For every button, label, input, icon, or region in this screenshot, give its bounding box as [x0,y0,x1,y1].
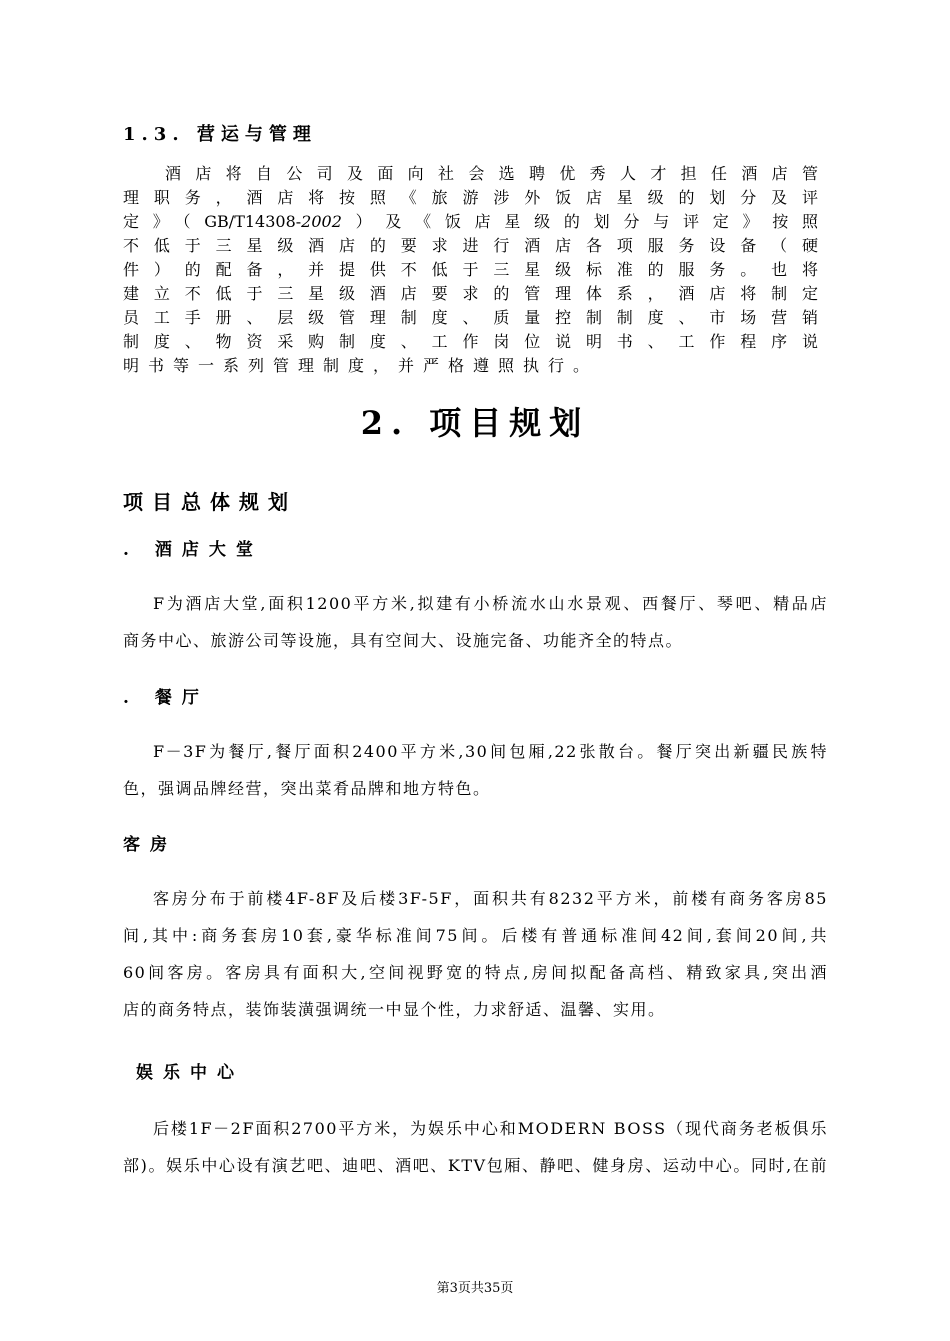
paragraph-line: 理职务，酒店将按照《旅游涉外饭店星级的划分及评 [123,188,818,207]
standard-year: 2002 [301,212,342,231]
paragraph-line: 间,其中:商务套房10套,豪华标准间75间。后楼有普通标准间42间,套间20间,共 [123,926,828,945]
paragraph-line: F为酒店大堂,面积1200平方米,拟建有小桥流水山水景观、西餐厅、琴吧、精品店 [153,594,828,613]
paragraph-line: 酒店将自公司及面向社会选聘优秀人才担任酒店管 [165,164,818,183]
chapter-heading: 2. 项目规划 [360,404,590,442]
entertainment-heading: 娱乐中心 [136,1063,244,1083]
paragraph-line: F－3F为餐厅,餐厅面积2400平方米,30间包厢,22张散台。餐厅突出新疆民族特 [153,742,828,761]
paragraph-line: 后楼1F－2F面积2700平方米，为娱乐中心和MODERN BOSS（现代商务老板俱乐 [153,1119,828,1138]
paragraph-line: 60间客房。客房具有面积大,空间视野宽的特点,房间拟配备高档、精致家具,突出酒 [123,963,828,982]
paragraph-line: 店的商务特点，装饰装潢强调统一中显个性，力求舒适、温馨、实用。 [123,1000,666,1019]
paragraph-line: 建立不低于三星级酒店要求的管理体系，酒店将制定 [123,284,818,303]
paragraph-line: 制度、物资采购制度、工作岗位说明书、工作程序说 [123,332,818,351]
restaurant-heading: . 餐厅 [123,688,209,708]
paragraph-line: 部)。娱乐中心设有演艺吧、迪吧、酒吧、KTV包厢、静吧、健身房、运动中心。同时,在前 [123,1156,828,1175]
paragraph-line-part: ）及《饭店星级的划分与评定》按照 [341,212,818,231]
entertainment-paragraph [123,1110,828,1184]
rooms-heading: 客房 [123,835,177,855]
paragraph-line-part: 定》（GB/T14308- [123,212,302,231]
paragraph-line [123,210,818,234]
overall-planning-heading: 项目总体规划 [123,490,297,514]
restaurant-paragraph [123,733,828,807]
paragraph-line: 客房分布于前楼4F-8F及后楼3F-5F，面积共有8232平方米，前楼有商务客房85 [153,889,828,908]
section-heading-1-3: 1.3. 营运与管理 [123,124,317,145]
paragraph-line: 色，强调品牌经营，突出菜肴品牌和地方特色。 [123,779,491,798]
lobby-paragraph [123,585,828,659]
operations-paragraph [123,162,818,378]
lobby-heading: . 酒店大堂 [123,540,263,560]
paragraph-line: 明书等一系列管理制度，并严格遵照执行。 [123,356,599,375]
paragraph-line: 员工手册、层级管理制度、质量控制制度、市场营销 [123,308,818,327]
paragraph-line: 不低于三星级酒店的要求进行酒店各项服务设备（硬 [123,236,818,255]
page-number: 第3页共35页 [436,1281,514,1296]
paragraph-line: 商务中心、旅游公司等设施，具有空间大、设施完备、功能齐全的特点。 [123,631,684,650]
rooms-paragraph [123,880,828,1028]
paragraph-line: 件）的配备，并提供不低于三星级标准的服务。也将 [123,260,818,279]
